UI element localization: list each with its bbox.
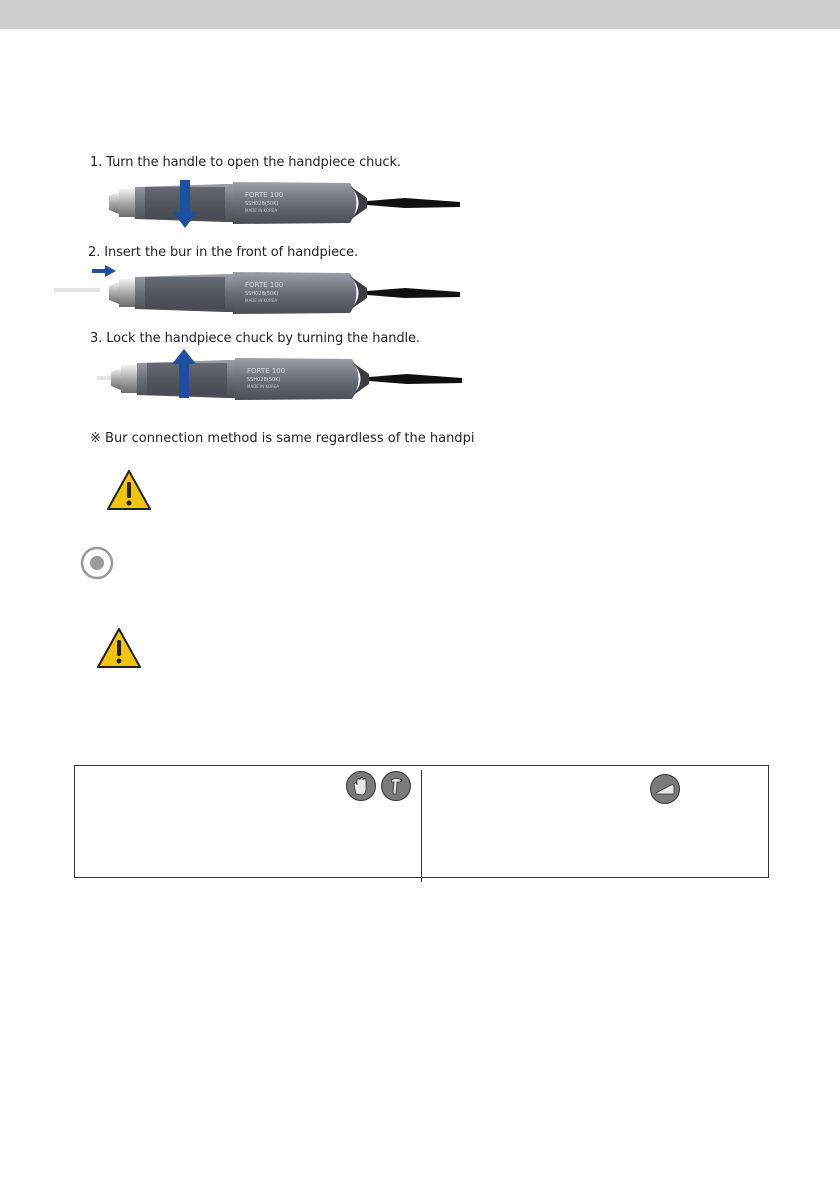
- footswitch-icon: [381, 771, 411, 801]
- table-divider: [421, 770, 422, 882]
- pedal-icon: [650, 774, 680, 804]
- bur: [97, 376, 113, 380]
- brand-print: FORTE 100: [245, 191, 284, 199]
- step-2-text: 2. Insert the bur in the front of handpiece.: [88, 245, 358, 260]
- handpiece-image-1: [105, 178, 465, 230]
- bur: [54, 288, 100, 292]
- warning-icon: [96, 627, 142, 669]
- brand-print: FORTE 100: [247, 367, 286, 375]
- note-text: ※ Bur connection method is same regardless of the handpi: [90, 431, 475, 446]
- model-print: SSH02B(50K): [245, 201, 279, 207]
- warning-icon: [106, 469, 152, 511]
- origin-print: MADE IN KOREA: [245, 298, 278, 303]
- handpiece-image-3: [95, 348, 465, 402]
- model-print: SSH02B(50K): [247, 377, 281, 383]
- handpiece-image-2: [50, 262, 465, 318]
- hand-icon: [346, 771, 376, 801]
- header-bar: [0, 0, 840, 29]
- origin-print: MADE IN KOREA: [245, 208, 278, 213]
- step-1-text: 1. Turn the handle to open the handpiece chuck.: [90, 155, 401, 170]
- brand-print: FORTE 100: [245, 281, 284, 289]
- origin-print: MADE IN KOREA: [247, 384, 280, 389]
- radio-icon[interactable]: [80, 546, 114, 580]
- right-arrow-icon: [92, 265, 116, 277]
- model-print: SSH02B(50K): [245, 291, 279, 297]
- step-3-text: 3. Lock the handpiece chuck by turning the handle.: [90, 331, 420, 346]
